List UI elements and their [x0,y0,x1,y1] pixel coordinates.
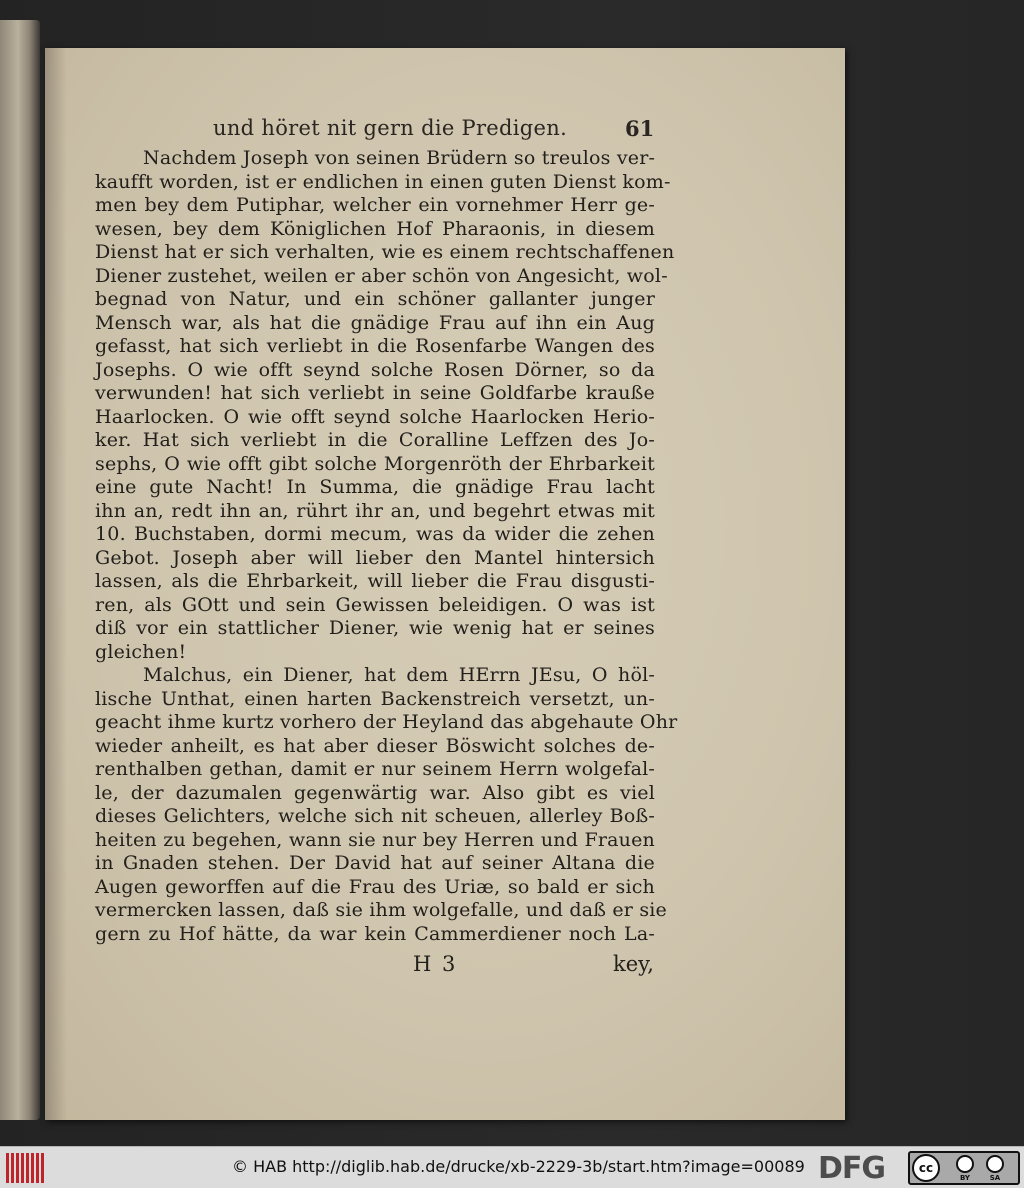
text-line: Nachdem Joseph von seinen Brüdern so treulos ver- [143,147,656,169]
barcode-icon [6,1153,46,1183]
page-number: 61 [625,116,655,141]
text-line: ker. Hat sich verliebt in die Coralline Leffzen des Jo- [95,429,655,451]
text-line: 10. Buchstaben, dormi mecum, was da wider die zehen [95,523,655,545]
running-head: und höret nit gern die Predigen. [213,116,568,140]
text-line: verwunden! hat sich verliebt in seine Goldfarbe krauße [95,382,655,404]
text-line: vermercken lassen, daß sie ihm wolgefalle, und daß er sie [95,899,668,921]
cc-sa-label: SA [989,1174,1001,1182]
page-shadow [45,48,67,1120]
text-line: gefasst, hat sich verliebt in die Rosenfarbe Wangen des [95,335,655,357]
text-line: Diener zustehet, weilen er aber schön von Angesicht, wol- [95,264,668,287]
previous-page-edge [0,20,40,1120]
text-line: Mensch war, als hat die gnädige Frau auf ihn ein Aug [95,311,655,334]
text-line: diß vor ein stattlicher Diener, wie wenig hat er seines [95,617,655,639]
footer-bar [0,1146,1024,1188]
text-line: dieses Gelichters, welche sich nit scheuen, allerley Boß- [95,805,655,827]
text-line: begnad von Natur, und ein schöner gallanter junger [95,288,655,310]
text-line: wesen, bey dem Königlichen Hof Pharaonis, in diesem [95,217,655,240]
text-line: Gebot. Joseph aber will lieber den Mantel hintersich [95,546,655,569]
text-line: Augen geworffen auf die Frau des Uriæ, so bald er sich [95,875,655,898]
text-line: gern zu Hof hätte, da war kein Cammerdiener noch La- [95,922,655,945]
text-line: men bey dem Putiphar, welcher ein vornehmer Herr ge- [95,194,655,216]
text-line: ren, als GOtt und sein Gewissen beleidigen. O was ist [95,593,655,616]
attribution-icon [956,1155,974,1173]
text-line: kaufft worden, ist er endlichen in einen guten Dienst kom- [95,170,671,193]
text-line: lische Unthat, einen harten Backenstreich versetzt, un- [95,687,655,710]
signature-mark: H 3 [413,952,458,976]
text-line: lassen, als die Ehrbarkeit, will lieber die Frau disgusti- [95,570,655,592]
body-text [95,147,678,946]
share-alike-icon [986,1155,1004,1173]
catchword: key, [613,952,654,976]
text-line: Dienst hat er sich verhalten, wie es einem rechtschaffenen [95,241,675,263]
text-line: Malchus, ein Diener, hat dem HErrn JEsu, O höl- [143,664,655,686]
text-line: eine gute Nacht! In Summa, die gnädige Frau lacht [95,476,655,498]
book-page [45,48,845,1120]
cc-by-label: BY [959,1174,971,1182]
text-line: sephs, O wie offt gibt solche Morgenröth der Ehrbarkeit [95,452,655,475]
text-line: wieder anheilt, es hat aber dieser Böswicht solches de- [95,734,655,757]
text-line: gleichen! [95,640,187,663]
text-line: geacht ihme kurtz vorhero der Heyland das abgehaute Ohr [95,711,678,733]
dfg-logo[interactable]: DFG [818,1151,886,1186]
text-line: renthalben gethan, damit er nur seinem Herrn wolgefal- [95,758,655,780]
text-line: ihn an, redt ihn an, rührt ihr an, und begehrt etwas mit [95,499,655,522]
cc-icon: cc [912,1154,940,1182]
text-line: Josephs. O wie offt seynd solche Rosen Dörner, so da [95,358,655,381]
cc-license-badge[interactable] [908,1151,1020,1185]
copyright-link[interactable]: © HAB http://diglib.hab.de/drucke/xb-2229-3b/start.htm?image=00089 [232,1157,805,1176]
text-line: heiten zu begehen, wann sie nur bey Herren und Frauen [95,828,655,851]
text-line: le, der dazumalen gegenwärtig war. Also gibt es viel [95,781,655,804]
text-line: Haarlocken. O wie offt seynd solche Haarlocken Herio- [95,405,655,428]
text-line: in Gnaden stehen. Der David hat auf seiner Altana die [95,852,655,874]
